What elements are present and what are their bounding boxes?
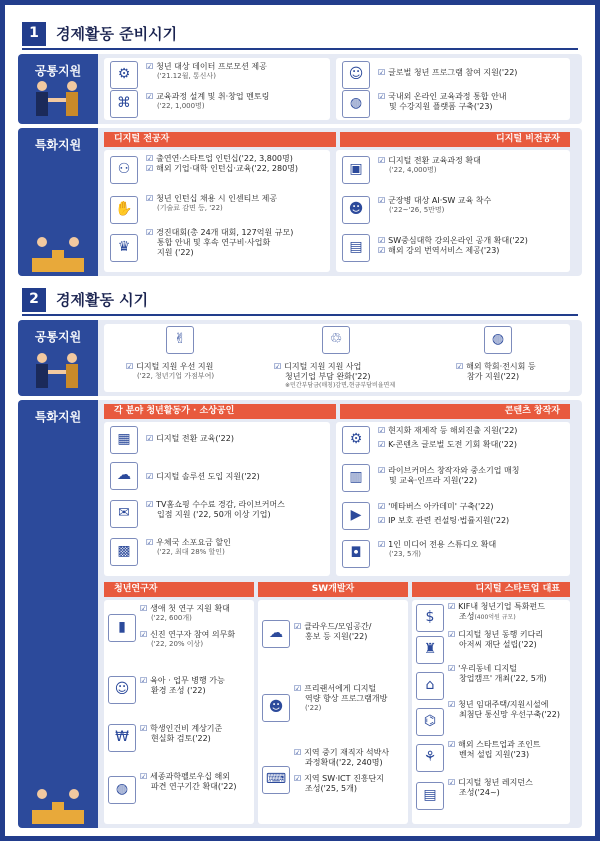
s1-special-panel xyxy=(18,128,582,276)
list-item: ☑ 세종과학펠로우십 해외 파견 연구기간 확대('22) xyxy=(140,772,237,792)
fund-icon: $ xyxy=(416,604,444,632)
people-network-icon: ⚇ xyxy=(110,156,138,184)
list-item: ☑ 신진 연구자 참여 의무화 ('22, 20% 이상) xyxy=(140,630,235,649)
list-item: ☑ 현지화 재제작 등 해외진출 지원('22) ☑ K-콘텐츠 글로벌 도전 기회 확대('22) xyxy=(378,426,517,450)
cloud-server-icon: ☁ xyxy=(262,620,290,648)
list-item: ☑ 청년 인턴십 채용 시 인센티브 제공 (기술료 감면 등, '22) xyxy=(146,194,277,213)
ribbon-content-creators: 콘텐츠 창작자 xyxy=(340,404,570,419)
list-item: ☑ 교육과정 설계 및 취·창업 멘토링 ('22, 1,000명) xyxy=(146,92,269,111)
s2-researchers-card xyxy=(104,600,254,824)
s2-special-label: 특화지원 xyxy=(34,410,82,424)
list-item: ☑ 라이브커머스 창작자와 중소기업 매칭 및 교육·인프라 지원('22) xyxy=(378,466,519,486)
freelancer-icon: ☻ xyxy=(262,694,290,722)
s2-common-panel xyxy=(18,320,582,396)
ai-head-icon: ☻ xyxy=(342,196,370,224)
online-lecture-icon: ▤ xyxy=(342,234,370,262)
media-icon: ▶ xyxy=(342,502,370,530)
residence-icon: ▤ xyxy=(416,782,444,810)
globe-icon: ◍ xyxy=(108,776,136,804)
camp-icon: ⌂ xyxy=(416,672,444,700)
section2-title: 경제활동 시기 xyxy=(56,290,149,309)
s2-special-panel xyxy=(18,400,582,828)
list-item: ☑ KIF내 청년기업 특화펀드 조성(400억원 규모) xyxy=(448,602,545,622)
list-item: ☑ '우리동네 디지털 창업캠프' 개최('22, 5개) xyxy=(448,664,547,684)
s1-common-panel xyxy=(18,54,582,124)
list-item: ☑ 국내외 온라인 교육과정 통합 안내 및 수강지원 플랫폼 구축('23) xyxy=(378,92,507,112)
gear-icon: ⚙ xyxy=(342,426,370,454)
hands-care-icon: ♲ xyxy=(322,326,350,354)
list-item: ☑ TV홈쇼핑 수수료 경감, 라이브커머스 입점 지원 ('22, 50개 이상 기업) xyxy=(146,500,285,520)
hands-up-icon: ✌ xyxy=(166,326,194,354)
global-person-icon: ☺ xyxy=(342,61,370,89)
handshake-people-icon xyxy=(22,76,94,120)
s2-common-label: 공통지원 xyxy=(34,330,82,344)
s2-common-card xyxy=(104,324,570,392)
cloud-icon: ☁ xyxy=(110,462,138,490)
hand-money-icon: ✋ xyxy=(110,196,138,224)
ribbon-young-researchers: 청년연구자 xyxy=(104,582,254,597)
globe-icon: ◍ xyxy=(484,326,512,354)
list-item: ☑ 청년 임대주택/지원시설에 최첨단 통신망 우선구축('22) xyxy=(448,700,560,720)
list-item: ☑ 글로벌 청년 프로그램 참여 지원('22) xyxy=(378,68,517,78)
list-item: ☑ 경진대회(총 24개 대회, 127억원 규모) 통합 안내 및 후속 연구비·사업화 지원 ('22) xyxy=(146,228,293,258)
list-item: ☑ 디지털 지원 우선 지원 ('22, 청년기업 가점부여) xyxy=(126,362,214,381)
ribbon-digital-nonmajor: 디지털 비전공자 xyxy=(340,132,570,147)
list-item: ☑ 디지털 청년 동행 키다리 아저씨 재단 설립('22) xyxy=(448,630,543,650)
list-item: ☑ 디지털 전환 교육과정 확대 ('22, 4,000명) xyxy=(378,156,481,175)
ribbon-activists-smallbiz: 각 분야 청년활동가 · 소상공인 xyxy=(104,404,336,419)
list-item: ☑ 디지털 솔루션 도입 지원('22) xyxy=(146,472,260,482)
parcel-icon: ▩ xyxy=(110,538,138,566)
list-item: ☑ 해외 학회·전시회 등 참가 지원('22) xyxy=(456,362,536,382)
puzzle-people-icon xyxy=(22,228,94,272)
s1-common-card-right xyxy=(336,58,570,120)
studio-icon: ◘ xyxy=(342,540,370,568)
list-item: ☑ 프리랜서에게 디지털 역량 향상 프로그램개방 ('22) xyxy=(294,684,387,713)
family-icon: ☺ xyxy=(108,676,136,704)
developer-icon: ⌨ xyxy=(262,766,290,794)
section1-number: 1 xyxy=(22,22,46,46)
list-item: ☑ '메타버스 아카데미' 구축('22) ☑ IP 보호 관련 컨설팅·법률지원('22) xyxy=(378,502,509,526)
section1-header xyxy=(22,20,177,48)
network-icon: ⌬ xyxy=(416,708,444,736)
list-item: ☑ 출연연·스타트업 인턴십('22, 3,800명) ☑ 해외 기업·대학 인턴십·교육('22, 280명) xyxy=(146,154,298,174)
bar-chart-icon: ▮ xyxy=(108,614,136,642)
s2-startup-card xyxy=(412,600,570,824)
section2-number: 2 xyxy=(22,288,46,312)
handshake-people-icon xyxy=(22,348,94,392)
ribbon-startup-ceo: 디지털 스타트업 대표 xyxy=(412,582,570,597)
section1-divider xyxy=(22,48,578,50)
section2-divider xyxy=(22,314,578,316)
section2-header xyxy=(22,286,148,314)
s1-special-label: 특화지원 xyxy=(34,138,82,152)
list-item: ☑ 학생인건비 계상기준 현실화 검토('22) xyxy=(140,724,222,744)
list-item: ☑ 디지털 지원 지원 사업 청년기업 부담 완화('22) ※민간부담금(매칭)감면,현금부담비율면제 xyxy=(274,362,395,390)
s1-common-label: 공통지원 xyxy=(34,64,82,78)
money-icon: ₩ xyxy=(108,724,136,752)
list-item: ☑ 육아 · 업무 병행 가능 환경 조성 ('22) xyxy=(140,676,225,696)
trophy-icon: ♛ xyxy=(110,234,138,262)
mentoring-icon: ⌘ xyxy=(110,90,138,118)
globe-icon: ◍ xyxy=(342,90,370,118)
puzzle-people-icon xyxy=(22,780,94,824)
s2-activists-card xyxy=(104,422,330,576)
foundation-icon: ♜ xyxy=(416,636,444,664)
s1-common-card-left xyxy=(104,58,330,120)
s2-sw-card xyxy=(258,600,408,824)
s1-special-card-right xyxy=(336,150,570,272)
list-item: ☑ 클라우드/모임공간/ 홍보 등 지원('22) xyxy=(294,622,371,642)
monitor-icon: ▣ xyxy=(342,156,370,184)
joint-venture-icon: ⚘ xyxy=(416,744,444,772)
ribbon-sw-developers: SW개발자 xyxy=(258,582,408,597)
section1-title: 경제활동 준비시기 xyxy=(56,24,178,43)
list-item: ☑ 디지털 청년 레지던스 조성('24~) xyxy=(448,778,533,798)
chip-icon: ▥ xyxy=(342,464,370,492)
list-item: ☑ 청년 대상 데이터 프로모션 제공 ('21.12월, 통신사) xyxy=(146,62,267,81)
board-icon: ▦ xyxy=(110,426,138,454)
ribbon-digital-major: 디지털 전공자 xyxy=(104,132,336,147)
list-item: ☑ 우체국 소포요금 할인 ('22, 최대 28% 할인) xyxy=(146,538,231,557)
list-item: ☑ 군장병 대상 AI·SW 교육 착수 ('22~'26, 5만명) xyxy=(378,196,491,215)
shopping-icon: ✉ xyxy=(110,500,138,528)
list-item: ☑ SW중심대학 강의온라인 공개 확대('22) ☑ 해외 강의 번역서비스 제공('23) xyxy=(378,236,528,256)
list-item: ☑ 디지털 전환 교육('22) xyxy=(146,434,234,444)
list-item: ☑ 지역 중기 재직자 석박사 과정확대('22, 240명) ☑ 지역 SW·ICT 진흥단지 조성('25, 5개) xyxy=(294,748,389,794)
list-item: ☑ 해외 스타트업과 조인트 벤처 설립 지원('23) xyxy=(448,740,541,760)
list-item: ☑ 1인 미디어 전용 스튜디오 확대 ('23, 5개) xyxy=(378,540,496,559)
list-item: ☑ 생애 첫 연구 지원 확대 ('22, 600개) xyxy=(140,604,230,623)
s1-special-card-left xyxy=(104,150,330,272)
s2-creators-card xyxy=(336,422,570,576)
data-gear-icon: ⚙ xyxy=(110,61,138,89)
